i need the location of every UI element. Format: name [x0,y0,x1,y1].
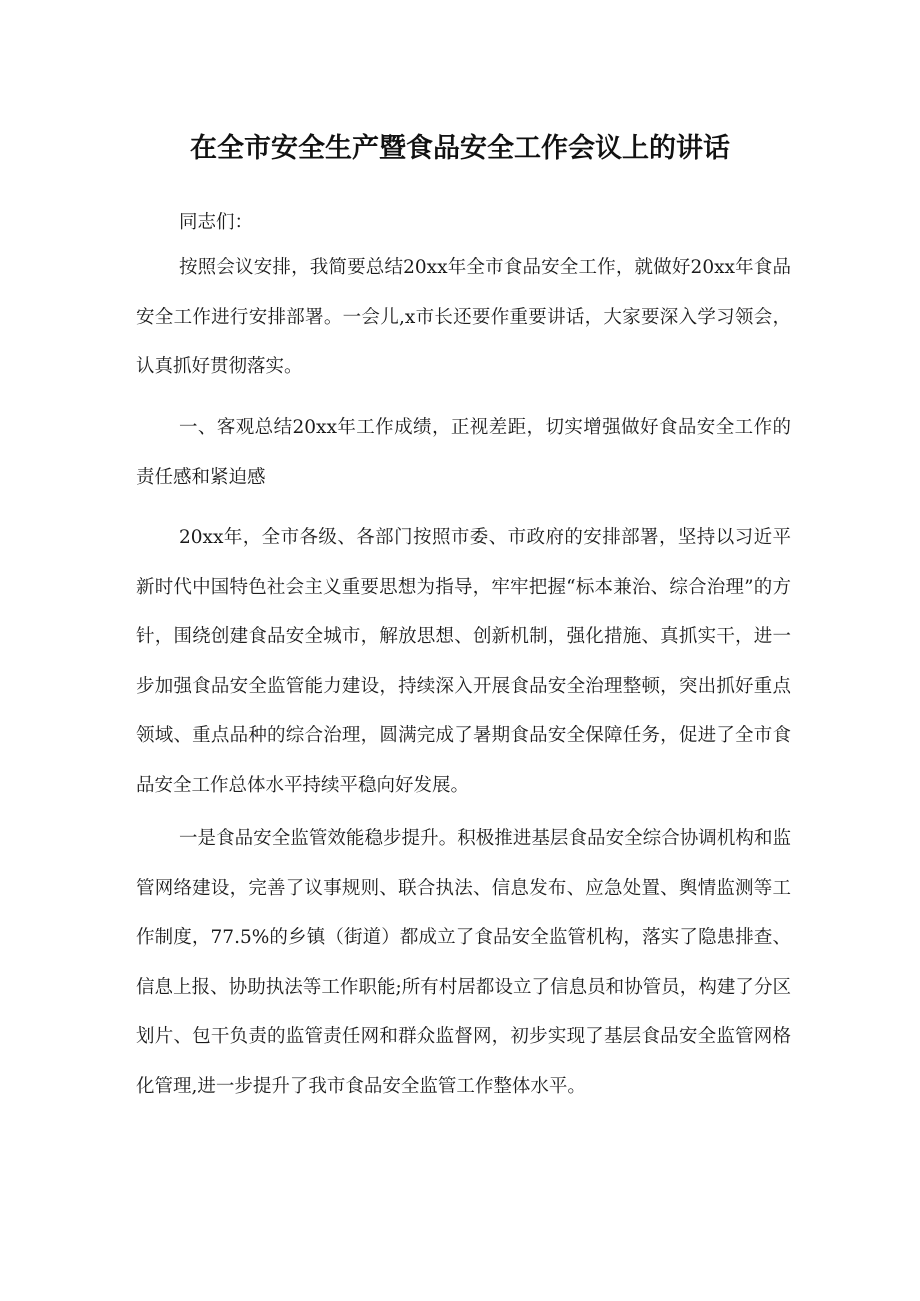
paragraph-text: 按照会议安排，我简要总结20xx年全市食品安全工作，就做好20xx年食品安全工作进行安排部署。一会儿,x市长还要作重要讲话，大家要深入学习领会，认真抓好贯彻落实。 [136,257,791,378]
paragraph-text: 一是食品安全监管效能稳步提升。积极推进基层食品安全综合协调机构和监管网络建设，完善了议事规则、联合执法、信息发布、应急处置、舆情监测等工作制度，77.5%的乡镇（街道）都成立了食品安全监管机构，落实了隐患排查、信息上报、协助执法等工作职能;所有村居都设立了信息员和协管员，构建了分区划片、包干负责的监管责任网和群众监督网，初步实现了基层食品安全监管网格化管理,进一步提升了我市食品安全监管工作整体水平。 [136,828,791,1097]
paragraph-2 [136,513,791,811]
paragraph-text: 20xx年，全市各级、各部门按照市委、市政府的安排部署，坚持以习近平新时代中国特色社会主义重要思想为指导，牢牢把握“标本兼治、综合治理”的方针，围绕创建食品安全城市，解放思想、创新机制，强化措施、真抓实干，进一步加强食品安全监管能力建设，持续深入开展食品安全治理整顿，突出抓好重点领域、重点品种的综合治理，圆满完成了暑期食品安全保障任务，促进了全市食品安全工作总体水平持续平稳向好发展。 [136,527,791,796]
salutation [136,198,791,248]
salutation-text: 同志们： [179,212,254,233]
paragraph-3 [136,814,791,1112]
section-heading-1 [136,403,791,502]
document-title: 在全市安全生产暨食品安全工作会议上的讲话 [190,133,730,164]
section-heading-text: 一、客观总结20xx年工作成绩，正视差距，切实增强做好食品安全工作的责任感和紧迫感 [136,417,791,488]
paragraph-1 [136,243,791,392]
